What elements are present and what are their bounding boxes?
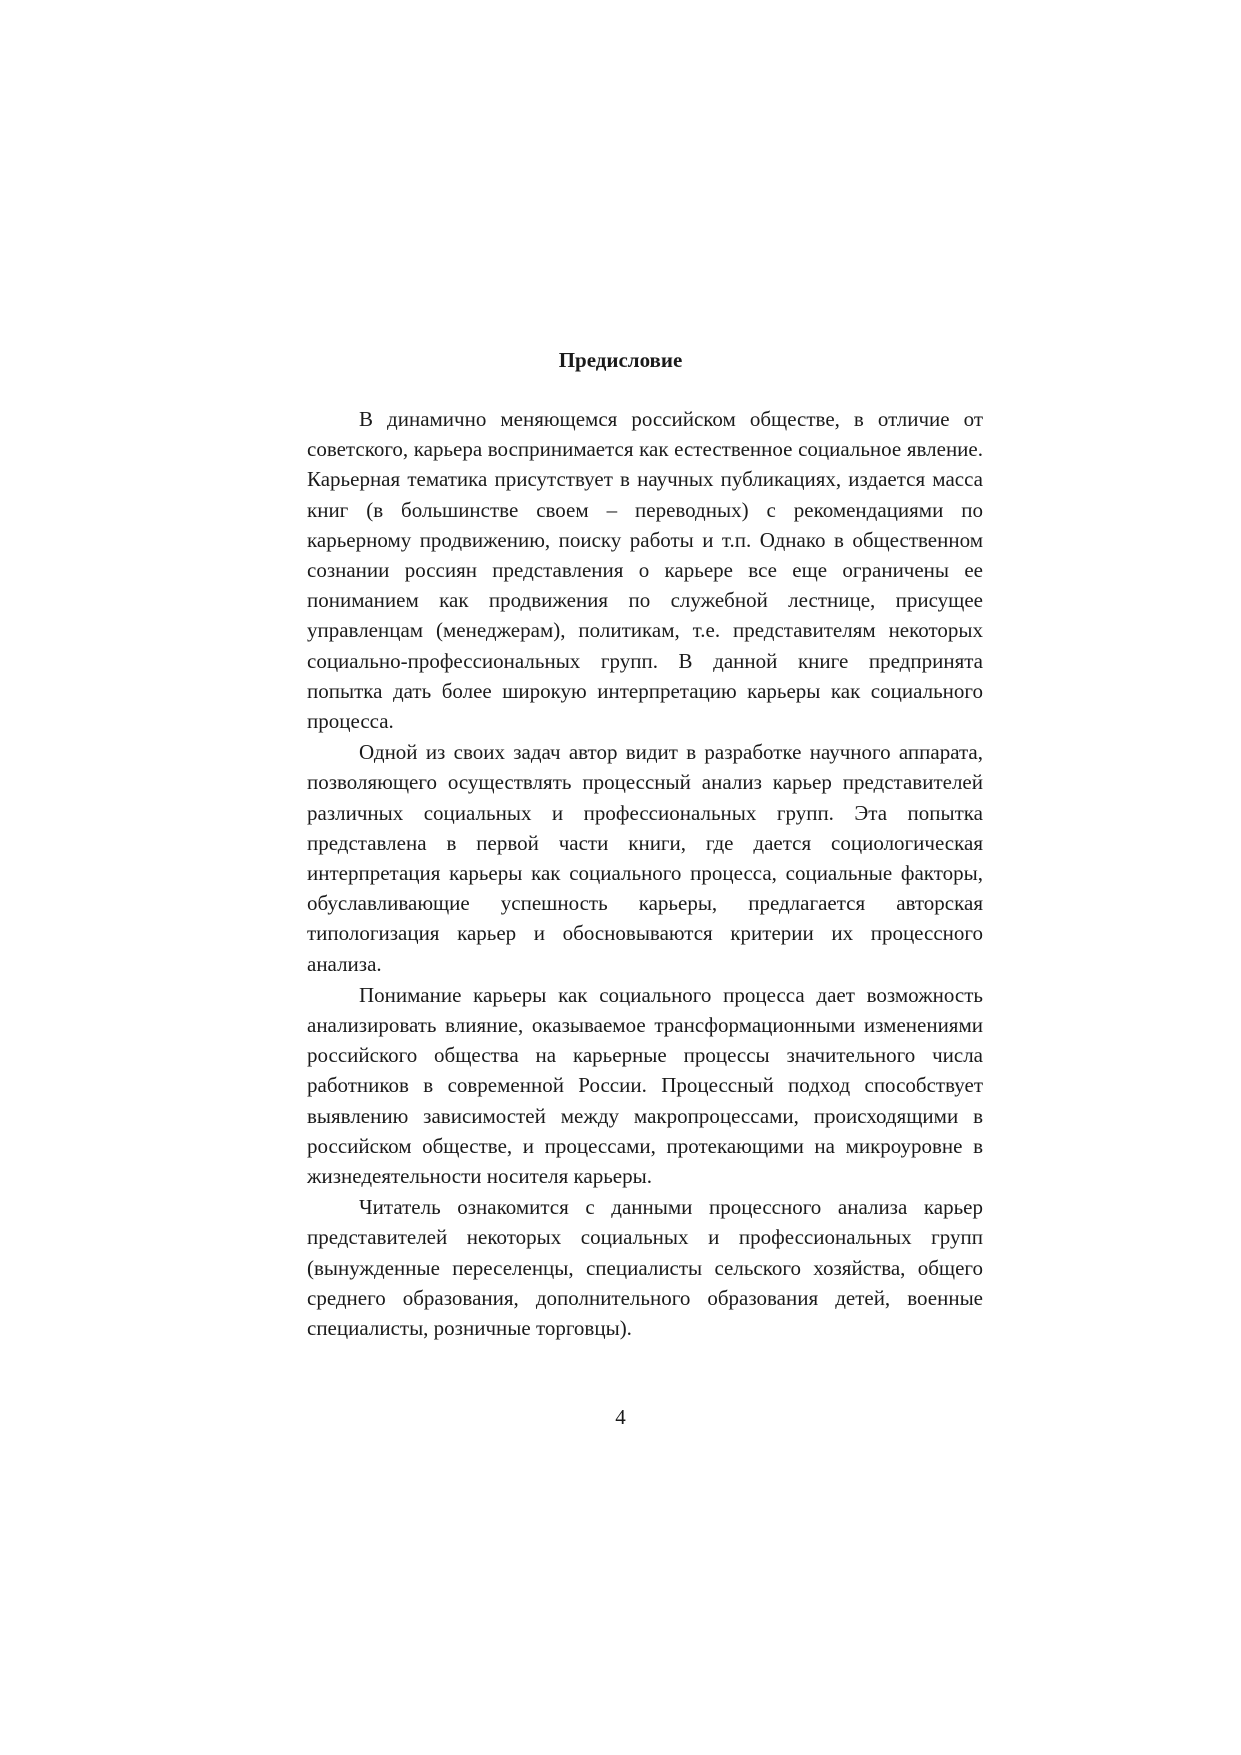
page-number: 4: [615, 1405, 626, 1429]
paragraph: В динамично меняющемся российском обществе, в отличие от советского, карьера воспринимается как естественное социальное явление. Карьерная тематика присутствует в научных публикациях, издается масса книг (в большинстве своем – переводных) с рекомендациями по карьерному продвижению, поиску работы и т.п. Однако в общественном сознании россиян представления о карьере все еще ограничены ее пониманием как продвижения по служебной лестнице, присущее управленцам (менеджерам), политикам, т.е. представителям некоторых социально-профессиональных групп. В данной книге предпринята попытка дать более широкую интерпретацию карьеры как социального процесса.: [307, 407, 983, 734]
paragraph: Понимание карьеры как социального процесса дает возможность анализировать влияние, оказываемое трансформационными изменениями российского общества на карьерные процессы значительного числа работников в современной России. Процессный подход способствует выявлению зависимостей между макропроцессами, происходящими в российском обществе, и процессами, протекающими на микроуровне в жизнедеятельности носителя карьеры.: [307, 982, 983, 1189]
paragraph: Читатель ознакомится с данными процессного анализа карьер представителей некоторых социальных и профессиональных групп (вынужденные переселенцы, специалисты сельского хозяйства, общего среднего образования, дополнительного образования детей, военные специалисты, розничные торговцы).: [307, 1195, 983, 1341]
paragraph: Одной из своих задач автор видит в разработке научного аппарата, позволяющего осуществлять процессный анализ карьер представителей различных социальных и профессиональных групп. Эта попытка представлена в первой части книги, где дается социологическая интерпретация карьеры как социального процесса, социальные факторы, обуславливающие успешность карьеры, предлагается авторская типологизация карьер и обосновываются критерии их процессного анализа.: [307, 740, 983, 976]
preface-body: [307, 404, 983, 1343]
page-title: Предисловие: [558, 348, 683, 372]
